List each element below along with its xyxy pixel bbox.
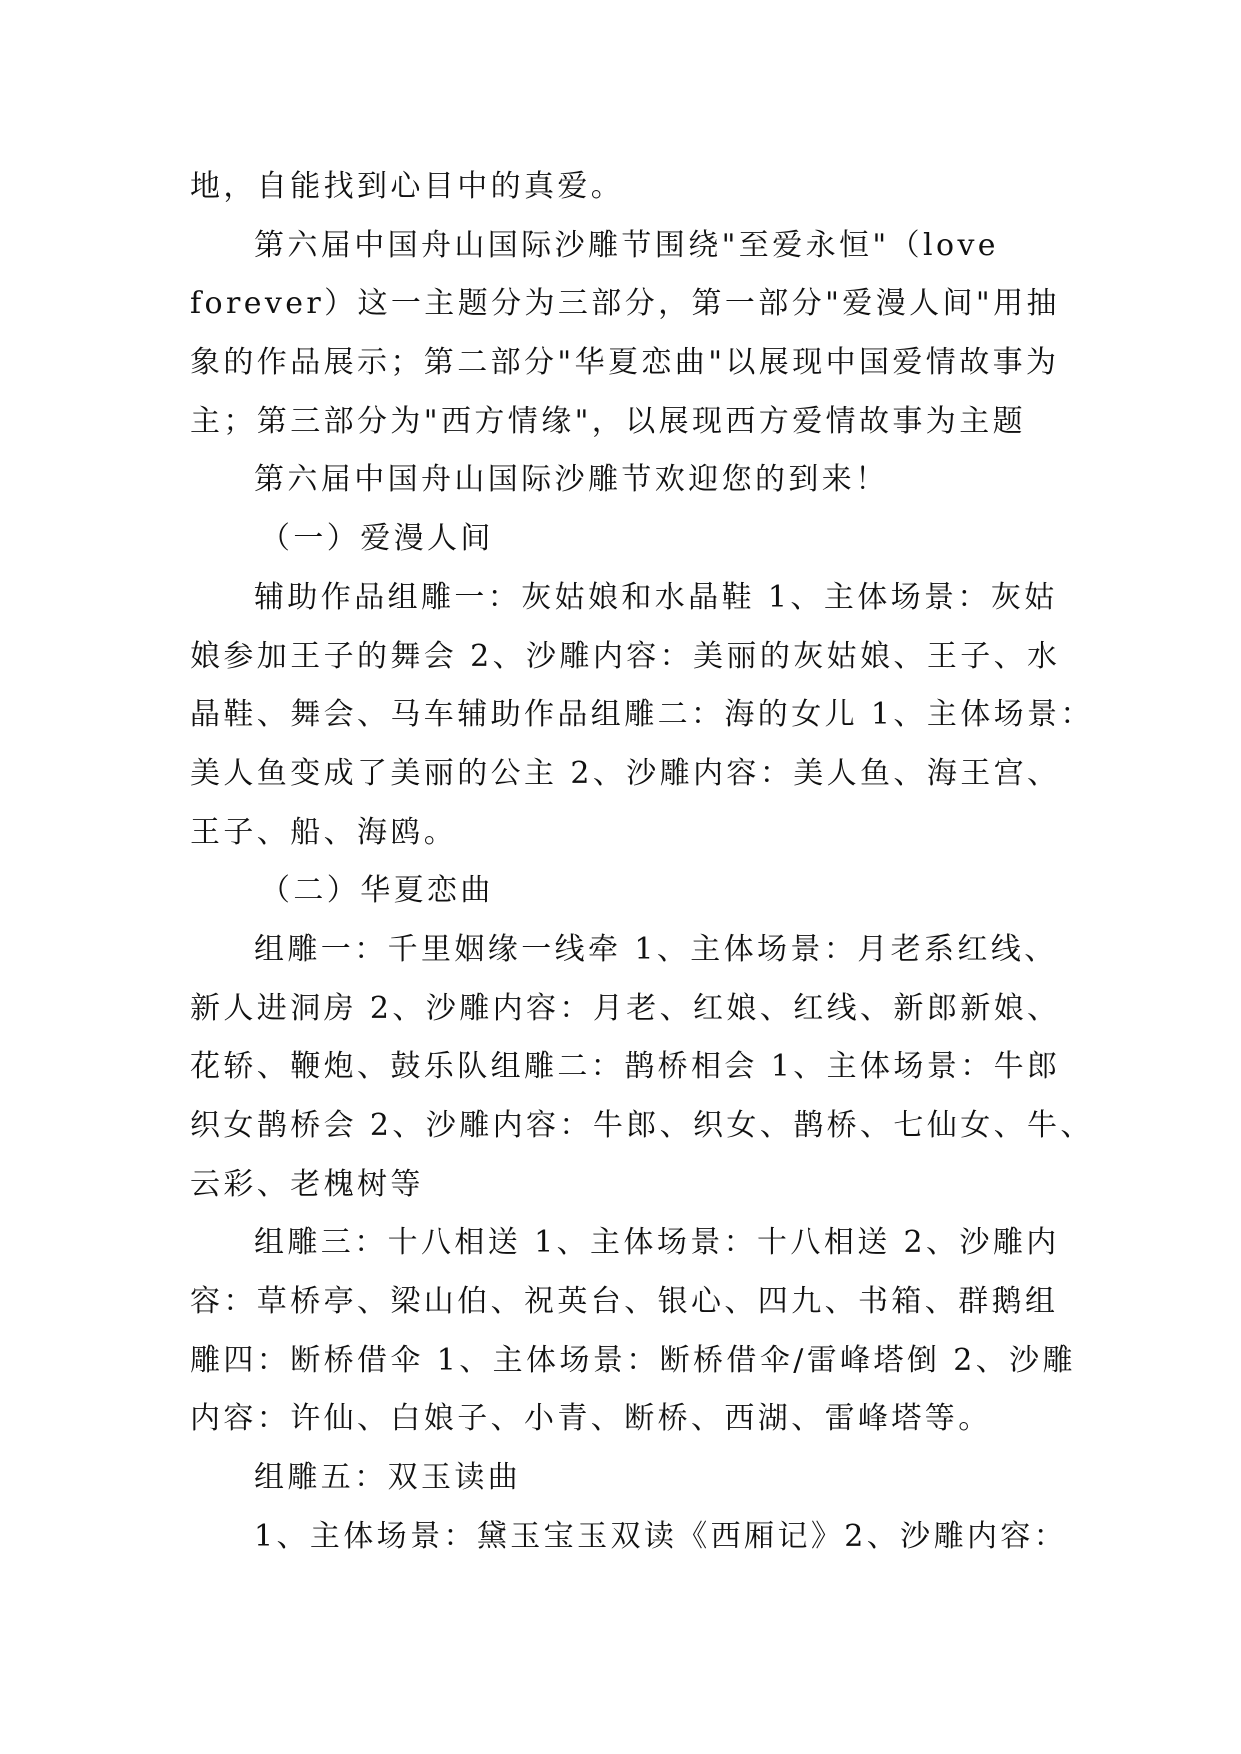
section-heading: （一）爱漫人间: [260, 521, 494, 557]
text-line: 王子、船、海鸥。: [190, 814, 458, 850]
paragraph-line: 组雕三：十八相送 1、主体场景：十八相送 2、沙雕内: [254, 1225, 1060, 1261]
text-line: 美人鱼变成了美丽的公主 2、沙雕内容：美人鱼、海王宫、: [190, 755, 1061, 791]
paragraph-line: 辅助作品组雕一：灰姑娘和水晶鞋 1、主体场景：灰姑: [254, 579, 1058, 615]
document-body: [190, 158, 1094, 1567]
text-line: 地，自能找到心目中的真爱。: [190, 169, 625, 204]
text-line: 娘参加王子的舞会 2、沙雕内容：美丽的灰姑娘、王子、水: [190, 638, 1061, 674]
text-line: 花轿、鞭炮、鼓乐队组雕二：鹊桥相会 1、主体场景：牛郎: [190, 1049, 1061, 1085]
section-heading: （二）华夏恋曲: [260, 873, 494, 909]
text-line: 云彩、老槐树等: [190, 1166, 424, 1202]
text-line: 雕四：断桥借伞 1、主体场景：断桥借伞/雷峰塔倒 2、沙雕: [190, 1342, 1076, 1378]
text-line: 内容：许仙、白娘子、小青、断桥、西湖、雷峰塔等。: [190, 1401, 992, 1437]
text-line: 主；第三部分为"西方情缘"，以展现西方爱情故事为主题: [190, 403, 1026, 439]
text-line: 织女鹊桥会 2、沙雕内容：牛郎、织女、鹊桥、七仙女、牛、: [190, 1108, 1094, 1143]
text-line: 容：草桥亭、梁山伯、祝英台、银心、四九、书箱、群鹅组: [190, 1284, 1059, 1320]
text-line: 新人进洞房 2、沙雕内容：月老、红娘、红线、新郎新娘、: [190, 990, 1061, 1026]
paragraph-line: 组雕五：双玉读曲: [254, 1460, 522, 1496]
paragraph-line: 第六届中国舟山国际沙雕节欢迎您的到来！: [254, 462, 889, 498]
paragraph-line: 第六届中国舟山国际沙雕节围绕"至爱永恒"（love: [254, 227, 999, 263]
text-line: 晶鞋、舞会、马车辅助作品组雕二：海的女儿 1、主体场景：: [190, 697, 1094, 733]
text-line: forever）这一主题分为三部分，第一部分"爱漫人间"用抽: [190, 286, 1060, 322]
paragraph-line: 组雕一：千里姻缘一线牵 1、主体场景：月老系红线、: [254, 931, 1058, 967]
text-line: 象的作品展示；第二部分"华夏恋曲"以展现中国爱情故事为: [190, 345, 1060, 381]
paragraph-line: 1、主体场景：黛玉宝玉双读《西厢记》2、沙雕内容：: [254, 1518, 1068, 1554]
